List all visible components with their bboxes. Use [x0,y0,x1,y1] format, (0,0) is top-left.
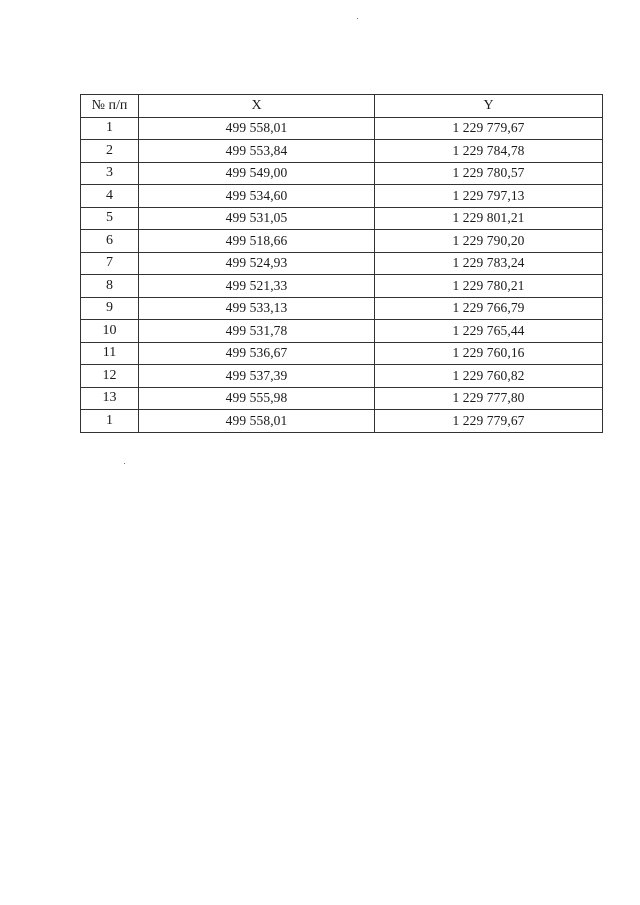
cell-point-number: 3 [81,162,139,185]
cell-point-number: 9 [81,297,139,320]
cell-point-number: 1 [81,117,139,140]
cell-point-number: 10 [81,320,139,343]
cell-x-coordinate: 499 533,13 [139,297,375,320]
cell-x-coordinate: 499 536,67 [139,342,375,365]
cell-point-number: 1 [81,410,139,433]
table-row [81,387,603,410]
cell-y-coordinate: 1 229 766,79 [375,297,603,320]
cell-y-coordinate: 1 229 801,21 [375,207,603,230]
cell-y-coordinate: 1 229 760,16 [375,342,603,365]
cell-x-coordinate: 499 553,84 [139,140,375,163]
scan-speck [357,18,358,19]
table-row [81,230,603,253]
cell-point-number: 5 [81,207,139,230]
cell-x-coordinate: 499 555,98 [139,387,375,410]
header-y: Y [375,95,603,118]
scan-speck [124,463,125,464]
cell-point-number: 7 [81,252,139,275]
cell-y-coordinate: 1 229 780,57 [375,162,603,185]
table-row [81,297,603,320]
cell-y-coordinate: 1 229 784,78 [375,140,603,163]
table-row [81,252,603,275]
table-row [81,365,603,388]
cell-x-coordinate: 499 518,66 [139,230,375,253]
cell-point-number: 2 [81,140,139,163]
table-row [81,185,603,208]
table-row [81,162,603,185]
header-x: X [139,95,375,118]
cell-y-coordinate: 1 229 777,80 [375,387,603,410]
table-row [81,140,603,163]
cell-point-number: 4 [81,185,139,208]
cell-y-coordinate: 1 229 779,67 [375,117,603,140]
cell-y-coordinate: 1 229 780,21 [375,275,603,298]
table-header-row [81,95,603,118]
cell-point-number: 12 [81,365,139,388]
cell-x-coordinate: 499 558,01 [139,410,375,433]
table-row [81,275,603,298]
coordinates-table [80,94,603,433]
table-row [81,207,603,230]
cell-y-coordinate: 1 229 779,67 [375,410,603,433]
cell-point-number: 13 [81,387,139,410]
cell-x-coordinate: 499 531,78 [139,320,375,343]
cell-y-coordinate: 1 229 783,24 [375,252,603,275]
cell-y-coordinate: 1 229 760,82 [375,365,603,388]
table-row [81,320,603,343]
cell-point-number: 8 [81,275,139,298]
header-point-number: № п/п [81,95,139,118]
table-row [81,410,603,433]
cell-x-coordinate: 499 534,60 [139,185,375,208]
cell-point-number: 11 [81,342,139,365]
table-body [81,117,603,432]
cell-x-coordinate: 499 549,00 [139,162,375,185]
cell-x-coordinate: 499 524,93 [139,252,375,275]
table-row [81,117,603,140]
cell-x-coordinate: 499 531,05 [139,207,375,230]
cell-x-coordinate: 499 558,01 [139,117,375,140]
cell-x-coordinate: 499 521,33 [139,275,375,298]
cell-y-coordinate: 1 229 790,20 [375,230,603,253]
cell-point-number: 6 [81,230,139,253]
cell-x-coordinate: 499 537,39 [139,365,375,388]
table-row [81,342,603,365]
cell-y-coordinate: 1 229 797,13 [375,185,603,208]
cell-y-coordinate: 1 229 765,44 [375,320,603,343]
